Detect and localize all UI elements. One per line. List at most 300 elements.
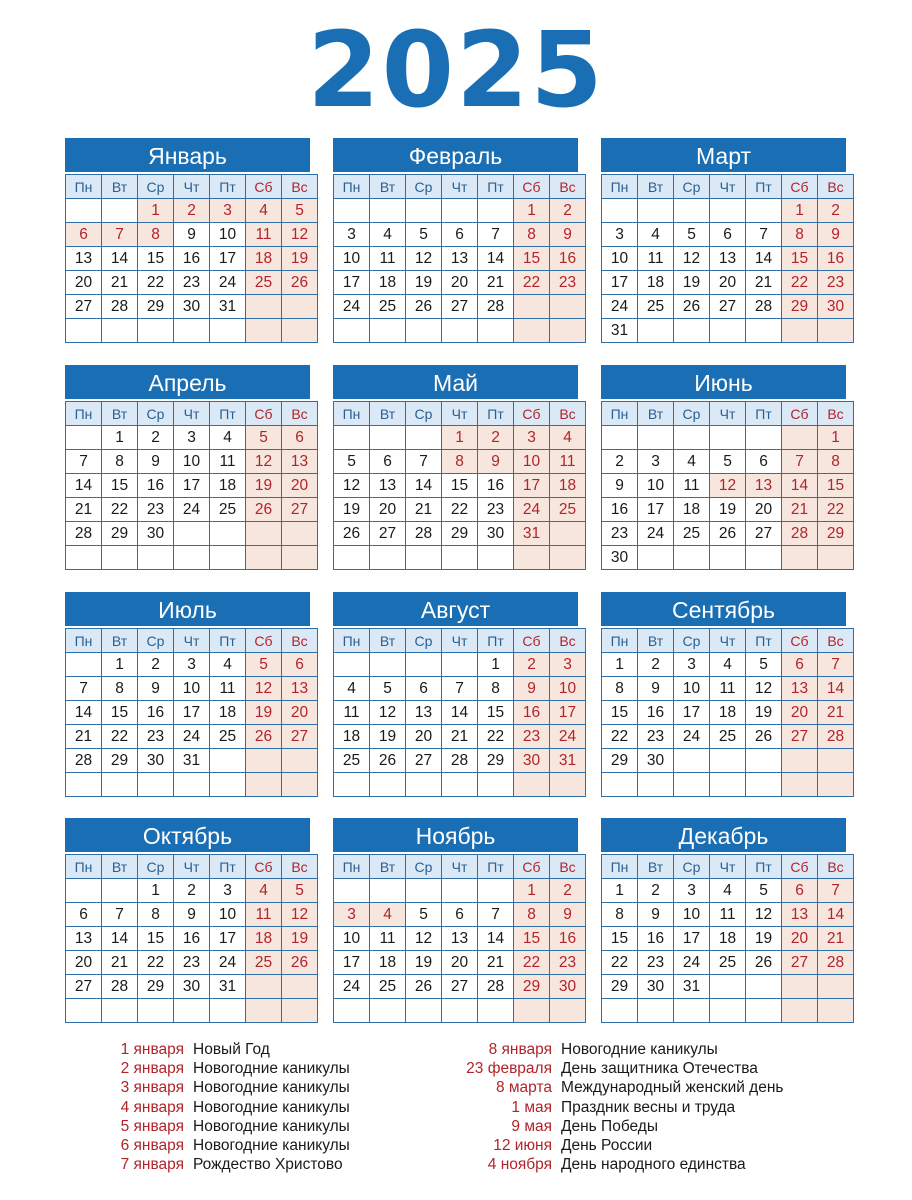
day-cell: 25 (246, 951, 282, 975)
day-cell: 21 (818, 927, 854, 951)
empty-day-cell (66, 546, 102, 570)
year-title: 2025 (307, 9, 605, 131)
day-cell: 1 (602, 653, 638, 677)
weekday-header: Ср (674, 175, 710, 199)
day-cell: 7 (442, 677, 478, 701)
day-cell: 19 (406, 271, 442, 295)
month-block (333, 138, 578, 343)
day-cell: 19 (246, 474, 282, 498)
day-cell: 17 (638, 498, 674, 522)
weekday-header: Пт (478, 855, 514, 879)
weekday-header: Пт (478, 629, 514, 653)
day-cell: 5 (370, 677, 406, 701)
day-cell: 13 (442, 247, 478, 271)
day-cell: 12 (674, 247, 710, 271)
weekday-header: Пт (210, 402, 246, 426)
day-cell: 16 (138, 701, 174, 725)
day-cell: 6 (66, 223, 102, 247)
day-cell: 23 (602, 522, 638, 546)
holidays-list-right (430, 1040, 784, 1174)
day-cell: 19 (334, 498, 370, 522)
empty-day-cell (210, 749, 246, 773)
empty-day-cell (674, 749, 710, 773)
empty-day-cell (246, 522, 282, 546)
day-cell: 19 (746, 927, 782, 951)
month-block (601, 592, 846, 797)
day-cell: 26 (746, 951, 782, 975)
holiday-item (430, 1117, 784, 1136)
weekday-header: Пт (746, 402, 782, 426)
day-cell: 7 (102, 223, 138, 247)
empty-day-cell (746, 426, 782, 450)
day-cell: 22 (602, 725, 638, 749)
day-cell: 9 (478, 450, 514, 474)
day-cell: 6 (282, 653, 318, 677)
empty-day-cell (782, 426, 818, 450)
day-cell: 21 (478, 271, 514, 295)
empty-day-cell (370, 773, 406, 797)
day-cell: 14 (818, 677, 854, 701)
day-cell: 22 (442, 498, 478, 522)
day-cell: 26 (710, 522, 746, 546)
day-cell: 12 (406, 247, 442, 271)
weekday-header: Пн (334, 855, 370, 879)
empty-day-cell (602, 773, 638, 797)
day-cell: 19 (246, 701, 282, 725)
day-cell: 4 (246, 199, 282, 223)
day-cell: 27 (782, 951, 818, 975)
day-cell: 9 (174, 223, 210, 247)
day-cell: 14 (66, 701, 102, 725)
day-cell: 5 (746, 653, 782, 677)
empty-day-cell (246, 319, 282, 343)
month-title: Сентябрь (601, 592, 846, 628)
day-cell: 7 (782, 450, 818, 474)
holiday-item (430, 1078, 784, 1097)
weekday-header: Вт (370, 402, 406, 426)
day-cell: 6 (282, 426, 318, 450)
empty-day-cell (282, 295, 318, 319)
holiday-date: 9 мая (511, 1117, 552, 1135)
month-block (65, 365, 310, 570)
day-cell: 20 (442, 271, 478, 295)
month-block (601, 818, 846, 1023)
empty-day-cell (442, 773, 478, 797)
weekday-header: Сб (782, 175, 818, 199)
day-cell: 1 (442, 426, 478, 450)
day-cell: 3 (674, 879, 710, 903)
weekday-header: Пн (334, 175, 370, 199)
empty-day-cell (334, 546, 370, 570)
day-cell: 28 (478, 295, 514, 319)
holiday-item (430, 1098, 784, 1117)
empty-day-cell (602, 999, 638, 1023)
day-cell: 18 (246, 247, 282, 271)
empty-day-cell (710, 199, 746, 223)
holiday-date: 7 января (120, 1156, 184, 1174)
weekday-header: Вс (550, 629, 586, 653)
day-cell: 29 (138, 975, 174, 999)
empty-day-cell (710, 749, 746, 773)
day-cell: 6 (406, 677, 442, 701)
day-cell: 1 (138, 879, 174, 903)
month-days-table (601, 401, 854, 570)
day-cell: 31 (674, 975, 710, 999)
day-cell: 15 (138, 247, 174, 271)
day-cell: 16 (174, 927, 210, 951)
empty-day-cell (370, 426, 406, 450)
day-cell: 12 (246, 450, 282, 474)
weekday-header: Пт (746, 629, 782, 653)
empty-day-cell (442, 319, 478, 343)
empty-day-cell (782, 999, 818, 1023)
day-cell: 19 (746, 701, 782, 725)
day-cell: 31 (210, 975, 246, 999)
month-days-table (65, 628, 318, 797)
day-cell: 12 (282, 223, 318, 247)
day-cell: 1 (514, 199, 550, 223)
empty-day-cell (550, 319, 586, 343)
empty-day-cell (174, 319, 210, 343)
day-cell: 31 (174, 749, 210, 773)
day-cell: 14 (66, 474, 102, 498)
day-cell: 13 (406, 701, 442, 725)
day-cell: 13 (66, 247, 102, 271)
day-cell: 31 (210, 295, 246, 319)
empty-day-cell (334, 879, 370, 903)
empty-day-cell (66, 199, 102, 223)
empty-day-cell (246, 975, 282, 999)
weekday-header: Ср (138, 402, 174, 426)
weekday-header: Пт (746, 175, 782, 199)
day-cell: 23 (638, 725, 674, 749)
day-cell: 1 (102, 653, 138, 677)
empty-day-cell (102, 546, 138, 570)
day-cell: 24 (174, 725, 210, 749)
holiday-item (430, 1040, 784, 1059)
day-cell: 30 (138, 522, 174, 546)
day-cell: 31 (602, 319, 638, 343)
empty-day-cell (710, 975, 746, 999)
weekday-header: Чт (174, 629, 210, 653)
empty-day-cell (406, 426, 442, 450)
day-cell: 3 (674, 653, 710, 677)
month-days-table (333, 401, 586, 570)
day-cell: 16 (602, 498, 638, 522)
month-block (601, 365, 846, 570)
day-cell: 10 (674, 677, 710, 701)
empty-day-cell (406, 546, 442, 570)
day-cell: 14 (782, 474, 818, 498)
weekday-header: Пн (66, 629, 102, 653)
empty-day-cell (334, 999, 370, 1023)
weekday-header: Сб (246, 402, 282, 426)
empty-day-cell (282, 999, 318, 1023)
empty-day-cell (550, 522, 586, 546)
day-cell: 6 (710, 223, 746, 247)
day-cell: 10 (210, 903, 246, 927)
day-cell: 10 (674, 903, 710, 927)
day-cell: 18 (710, 927, 746, 951)
empty-day-cell (138, 319, 174, 343)
empty-day-cell (406, 199, 442, 223)
day-cell: 7 (478, 903, 514, 927)
holiday-item (80, 1117, 350, 1136)
weekday-header: Вс (818, 629, 854, 653)
day-cell: 16 (550, 247, 586, 271)
day-cell: 2 (174, 879, 210, 903)
empty-day-cell (746, 975, 782, 999)
day-cell: 5 (406, 903, 442, 927)
empty-day-cell (782, 749, 818, 773)
day-cell: 14 (102, 247, 138, 271)
day-cell: 7 (102, 903, 138, 927)
weekday-header: Вт (638, 175, 674, 199)
day-cell: 8 (138, 223, 174, 247)
weekday-header: Пт (210, 175, 246, 199)
day-cell: 12 (710, 474, 746, 498)
day-cell: 21 (746, 271, 782, 295)
empty-day-cell (406, 879, 442, 903)
day-cell: 13 (282, 450, 318, 474)
day-cell: 11 (710, 677, 746, 701)
weekday-header: Чт (174, 175, 210, 199)
day-cell: 18 (334, 725, 370, 749)
holiday-name: Праздник весны и труда (561, 1098, 736, 1116)
day-cell: 11 (334, 701, 370, 725)
day-cell: 11 (370, 247, 406, 271)
day-cell: 26 (282, 951, 318, 975)
empty-day-cell (782, 773, 818, 797)
day-cell: 25 (370, 975, 406, 999)
day-cell: 4 (370, 903, 406, 927)
day-cell: 21 (478, 951, 514, 975)
day-cell: 20 (66, 271, 102, 295)
weekday-header: Пт (210, 629, 246, 653)
day-cell: 14 (478, 927, 514, 951)
day-cell: 7 (66, 450, 102, 474)
holiday-name: Новый Год (193, 1041, 270, 1058)
month-days-table (601, 854, 854, 1023)
empty-day-cell (442, 879, 478, 903)
empty-day-cell (638, 773, 674, 797)
empty-day-cell (478, 319, 514, 343)
holiday-item (80, 1155, 350, 1174)
day-cell: 9 (174, 903, 210, 927)
holiday-date: 4 ноября (487, 1156, 552, 1174)
day-cell: 13 (66, 927, 102, 951)
empty-day-cell (514, 546, 550, 570)
empty-day-cell (370, 999, 406, 1023)
day-cell: 29 (478, 749, 514, 773)
day-cell: 29 (602, 975, 638, 999)
day-cell: 26 (370, 749, 406, 773)
day-cell: 1 (818, 426, 854, 450)
holiday-name: Новогодние каникулы (561, 1041, 718, 1058)
holiday-date: 23 февраля (466, 1060, 552, 1078)
weekday-header: Ср (674, 402, 710, 426)
day-cell: 7 (478, 223, 514, 247)
day-cell: 4 (370, 223, 406, 247)
day-cell: 19 (282, 927, 318, 951)
day-cell: 15 (102, 701, 138, 725)
day-cell: 24 (674, 725, 710, 749)
empty-day-cell (674, 999, 710, 1023)
day-cell: 14 (478, 247, 514, 271)
day-cell: 16 (638, 701, 674, 725)
holiday-date: 8 января (488, 1041, 552, 1058)
day-cell: 30 (638, 749, 674, 773)
day-cell: 26 (282, 271, 318, 295)
weekday-header: Вс (818, 402, 854, 426)
day-cell: 4 (550, 426, 586, 450)
day-cell: 21 (406, 498, 442, 522)
day-cell: 12 (406, 927, 442, 951)
day-cell: 20 (710, 271, 746, 295)
weekday-header: Сб (514, 175, 550, 199)
holiday-name: Новогодние каникулы (193, 1137, 350, 1155)
weekday-header: Вс (282, 175, 318, 199)
day-cell: 6 (782, 879, 818, 903)
empty-day-cell (710, 999, 746, 1023)
empty-day-cell (818, 975, 854, 999)
day-cell: 23 (138, 725, 174, 749)
empty-day-cell (442, 653, 478, 677)
day-cell: 3 (210, 199, 246, 223)
day-cell: 12 (746, 677, 782, 701)
day-cell: 29 (102, 522, 138, 546)
day-cell: 23 (514, 725, 550, 749)
weekday-header: Вс (550, 855, 586, 879)
day-cell: 4 (710, 879, 746, 903)
day-cell: 17 (210, 247, 246, 271)
weekday-header: Сб (514, 402, 550, 426)
day-cell: 16 (638, 927, 674, 951)
day-cell: 8 (478, 677, 514, 701)
day-cell: 20 (66, 951, 102, 975)
empty-day-cell (138, 546, 174, 570)
weekday-header: Вт (638, 855, 674, 879)
weekday-header: Ср (674, 855, 710, 879)
day-cell: 13 (282, 677, 318, 701)
weekday-header: Сб (514, 855, 550, 879)
day-cell: 3 (174, 426, 210, 450)
day-cell: 11 (210, 677, 246, 701)
day-cell: 2 (550, 879, 586, 903)
day-cell: 18 (370, 271, 406, 295)
empty-day-cell (746, 773, 782, 797)
day-cell: 25 (674, 522, 710, 546)
day-cell: 8 (102, 450, 138, 474)
empty-day-cell (102, 199, 138, 223)
day-cell: 28 (66, 749, 102, 773)
day-cell: 29 (138, 295, 174, 319)
weekday-header: Сб (782, 855, 818, 879)
empty-day-cell (370, 879, 406, 903)
empty-day-cell (514, 295, 550, 319)
day-cell: 14 (442, 701, 478, 725)
empty-day-cell (674, 199, 710, 223)
empty-day-cell (746, 546, 782, 570)
holiday-date: 8 марта (495, 1079, 552, 1097)
weekday-header: Чт (710, 855, 746, 879)
weekday-header: Пн (66, 175, 102, 199)
empty-day-cell (746, 749, 782, 773)
empty-day-cell (478, 546, 514, 570)
day-cell: 15 (602, 927, 638, 951)
month-block (65, 818, 310, 1023)
empty-day-cell (102, 999, 138, 1023)
day-cell: 15 (782, 247, 818, 271)
day-cell: 1 (138, 199, 174, 223)
weekday-header: Вт (370, 629, 406, 653)
empty-day-cell (282, 319, 318, 343)
day-cell: 6 (66, 903, 102, 927)
day-cell: 23 (638, 951, 674, 975)
day-cell: 29 (818, 522, 854, 546)
month-title: Март (601, 138, 846, 174)
holiday-item (80, 1059, 350, 1078)
day-cell: 30 (478, 522, 514, 546)
holiday-date: 1 мая (511, 1098, 552, 1116)
empty-day-cell (282, 749, 318, 773)
day-cell: 22 (602, 951, 638, 975)
day-cell: 25 (210, 498, 246, 522)
holiday-date: 4 января (120, 1098, 184, 1116)
day-cell: 22 (102, 498, 138, 522)
day-cell: 8 (782, 223, 818, 247)
day-cell: 26 (334, 522, 370, 546)
day-cell: 27 (442, 295, 478, 319)
holiday-name: День народного единства (561, 1156, 746, 1174)
day-cell: 14 (746, 247, 782, 271)
day-cell: 29 (602, 749, 638, 773)
day-cell: 28 (442, 749, 478, 773)
empty-day-cell (442, 999, 478, 1023)
day-cell: 13 (442, 927, 478, 951)
day-cell: 27 (746, 522, 782, 546)
day-cell: 10 (334, 247, 370, 271)
day-cell: 1 (514, 879, 550, 903)
weekday-header: Пн (334, 629, 370, 653)
day-cell: 10 (210, 223, 246, 247)
day-cell: 24 (602, 295, 638, 319)
day-cell: 17 (674, 701, 710, 725)
empty-day-cell (174, 522, 210, 546)
empty-day-cell (638, 199, 674, 223)
day-cell: 23 (550, 951, 586, 975)
day-cell: 20 (782, 927, 818, 951)
empty-day-cell (406, 999, 442, 1023)
day-cell: 17 (602, 271, 638, 295)
day-cell: 19 (710, 498, 746, 522)
day-cell: 27 (370, 522, 406, 546)
day-cell: 2 (138, 653, 174, 677)
day-cell: 15 (514, 927, 550, 951)
day-cell: 2 (602, 450, 638, 474)
day-cell: 11 (710, 903, 746, 927)
empty-day-cell (478, 879, 514, 903)
day-cell: 7 (66, 677, 102, 701)
day-cell: 9 (138, 450, 174, 474)
empty-day-cell (246, 999, 282, 1023)
empty-day-cell (138, 999, 174, 1023)
empty-day-cell (514, 773, 550, 797)
day-cell: 17 (174, 474, 210, 498)
day-cell: 24 (550, 725, 586, 749)
day-cell: 19 (674, 271, 710, 295)
day-cell: 16 (550, 927, 586, 951)
